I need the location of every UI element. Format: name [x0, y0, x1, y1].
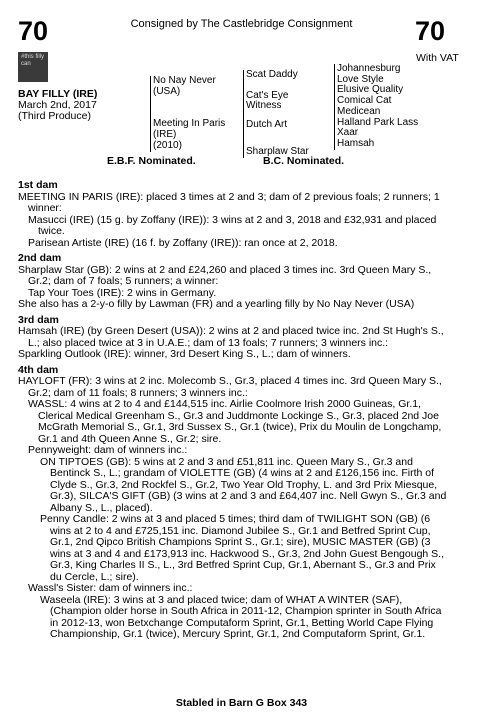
dam-entry: Hamsah (IRE) (by Green Desert (USA)): 2 wins at 2 and placed twice inc. 2nd St Hugh's S., L.; also placed twice at 3 in U.A.E.; dam of 13 foals; 7 runners; 3 winners inc.: — [18, 325, 444, 349]
lot-number-left: 70 — [18, 16, 49, 46]
vat-note: With VAT — [416, 52, 459, 64]
dam-entry: Sharplaw Star (GB): 2 wins at 2 and £24,260 and placed 3 times inc. 3rd Queen Mary S., Gr.2; dam of 7 foals; 5 runners; a winner: — [18, 263, 432, 287]
fourth-dam-heading: 4th dam — [18, 363, 59, 376]
produce-entry: Penny Candle: 2 wins at 3 and placed 5 times; third dam of TWILIGHT SON (GB) (6 wins at 2 to 4 and £725,151 inc. Diamond Jubilee S., Gr.1 and Betfred Sprint Cup, Gr.1, 2nd Qipco British Champions Sprint S., Gr.1; sire), MUSIC MASTER (GB) (3 wins at 3 and 4 and £173,913 inc. Hackwood S., Gr.3, 2nd John Guest Bengough S., Gr.3, King Charles II S., L., 3rd Betfred Sprint Cup, Gr.1, Abernant S., Gr.3 and Prix du Cercle, L.; sire). — [40, 513, 445, 583]
ebf-nomination: E.B.F. Nominated. — [107, 155, 196, 167]
stabling-note: Stabled in Barn G Box 343 — [175, 697, 308, 709]
produce-entry: Parisean Artiste (IRE) (16 f. by Zoffany (IRE)): ran once at 2, 2018. — [28, 236, 338, 249]
pedigree-dam: Meeting In Paris — [153, 118, 226, 130]
produce-entry: Tap Your Toes (IRE): 2 wins in Germany. — [28, 286, 217, 299]
produce-entry: WASSL: 4 wins at 2 to 4 and £144,515 inc. Airlie Coolmore Irish 2000 Guineas, Gr.1, Clerical Medical Greenham S., Gr.3 and Juddmonte Lockinge S., Gr.3, placed 2nd Joe McGrath Memorial S., Gr.1, 3rd Sussex S., Gr.1 (twice), Prix du Moulin de Longchamp, Gr.1 and 4th Queen Anne S., Gr.2; sire. — [28, 398, 442, 445]
pedigree-grandparents: Scat Daddy Cat's Eye Witness Dutch Art Sharplaw Star — [243, 70, 332, 158]
produce-entry: Pennyweight: dam of winners inc.: — [28, 444, 188, 456]
pedigree-great-grandparents: Johannesburg Love Style Elusive Quality Comical Cat Medicean Halland Park Lass Xaar Hamsah — [334, 64, 457, 150]
horse-info — [18, 89, 97, 122]
third-dam-heading: 3rd dam — [18, 313, 59, 326]
consignor: Consigned by The Castlebridge Consignment — [130, 18, 353, 30]
dam-entry: HAYLOFT (FR): 3 wins at 2 inc. Molecomb S., Gr.3, placed 4 times inc. 3rd Queen Mary S., Gr.2; dam of 11 foals; 8 runners; 3 winners inc.: — [18, 375, 442, 399]
note-entry: She also has a 2-y-o filly by Lawman (FR) and a yearling filly by No Nay Never (USA) — [18, 298, 415, 310]
first-dam-heading: 1st dam — [18, 179, 58, 191]
dam-line — [18, 180, 448, 641]
dam-entry: MEETING IN PARIS (IRE): placed 3 times at 2 and 3; dam of 2 previous foals; 2 runners; 1 winner: — [18, 190, 440, 214]
produce-entry: Sparkling Outlook (IRE): winner, 3rd Desert King S., L.; dam of winners. — [18, 348, 351, 360]
produce-note: (Third Produce) — [18, 110, 91, 122]
lot-number-right: 70 — [415, 16, 446, 46]
produce-entry: Masucci (IRE) (15 g. by Zoffany (IRE)): 3 wins at 2 and 3, 2018 and £32,931 and placed twice. — [28, 213, 437, 237]
horse-name: BAY FILLY (IRE) — [18, 88, 98, 100]
produce-entry: Wassl's Sister: dam of winners inc.: — [28, 582, 193, 594]
produce-entry: ON TIPTOES (GB): 5 wins at 2 and 3 and £51,811 inc. Queen Mary S., Gr.3 and Bentinck S., L.; grandam of VIOLETTE (GB) (4 wins at 2 and £126,156 inc. Firth of Clyde S., Gr.3, 2nd Rockfel S., Gr.2, Two Year Old Trophy, L. and 3rd Prix Miesque, Gr.3), SILCA'S GIFT (GB) (3 wins at 2 and 3 and £64,407 inc. Nell Gwyn S., Gr.3 and Albany S., L., placed). — [40, 455, 447, 514]
pedigree-sire: No Nay Never (USA) Meeting In Paris (IRE) (2010) — [150, 76, 243, 152]
bc-nomination: B.C. Nominated. — [263, 155, 345, 167]
this-filly-can-logo: #this filly can — [18, 52, 48, 82]
foaling-date: March 2nd, 2017 — [18, 99, 97, 111]
second-dam-heading: 2nd dam — [18, 252, 62, 264]
produce-entry: Waseela (IRE): 3 wins at 3 and placed twice; dam of WHAT A WINTER (SAF), (Champion older horse in South Africa in 2011-12, Champion sprinter in South Africa in 2012-13, won Betxchange Computaform Sprint, Gr.1, Betting World Cape Flying Championship, Gr.1 (twice), Mercury Sprint, Gr.1, 2nd Computaform Sprint, Gr.1. — [40, 593, 442, 640]
